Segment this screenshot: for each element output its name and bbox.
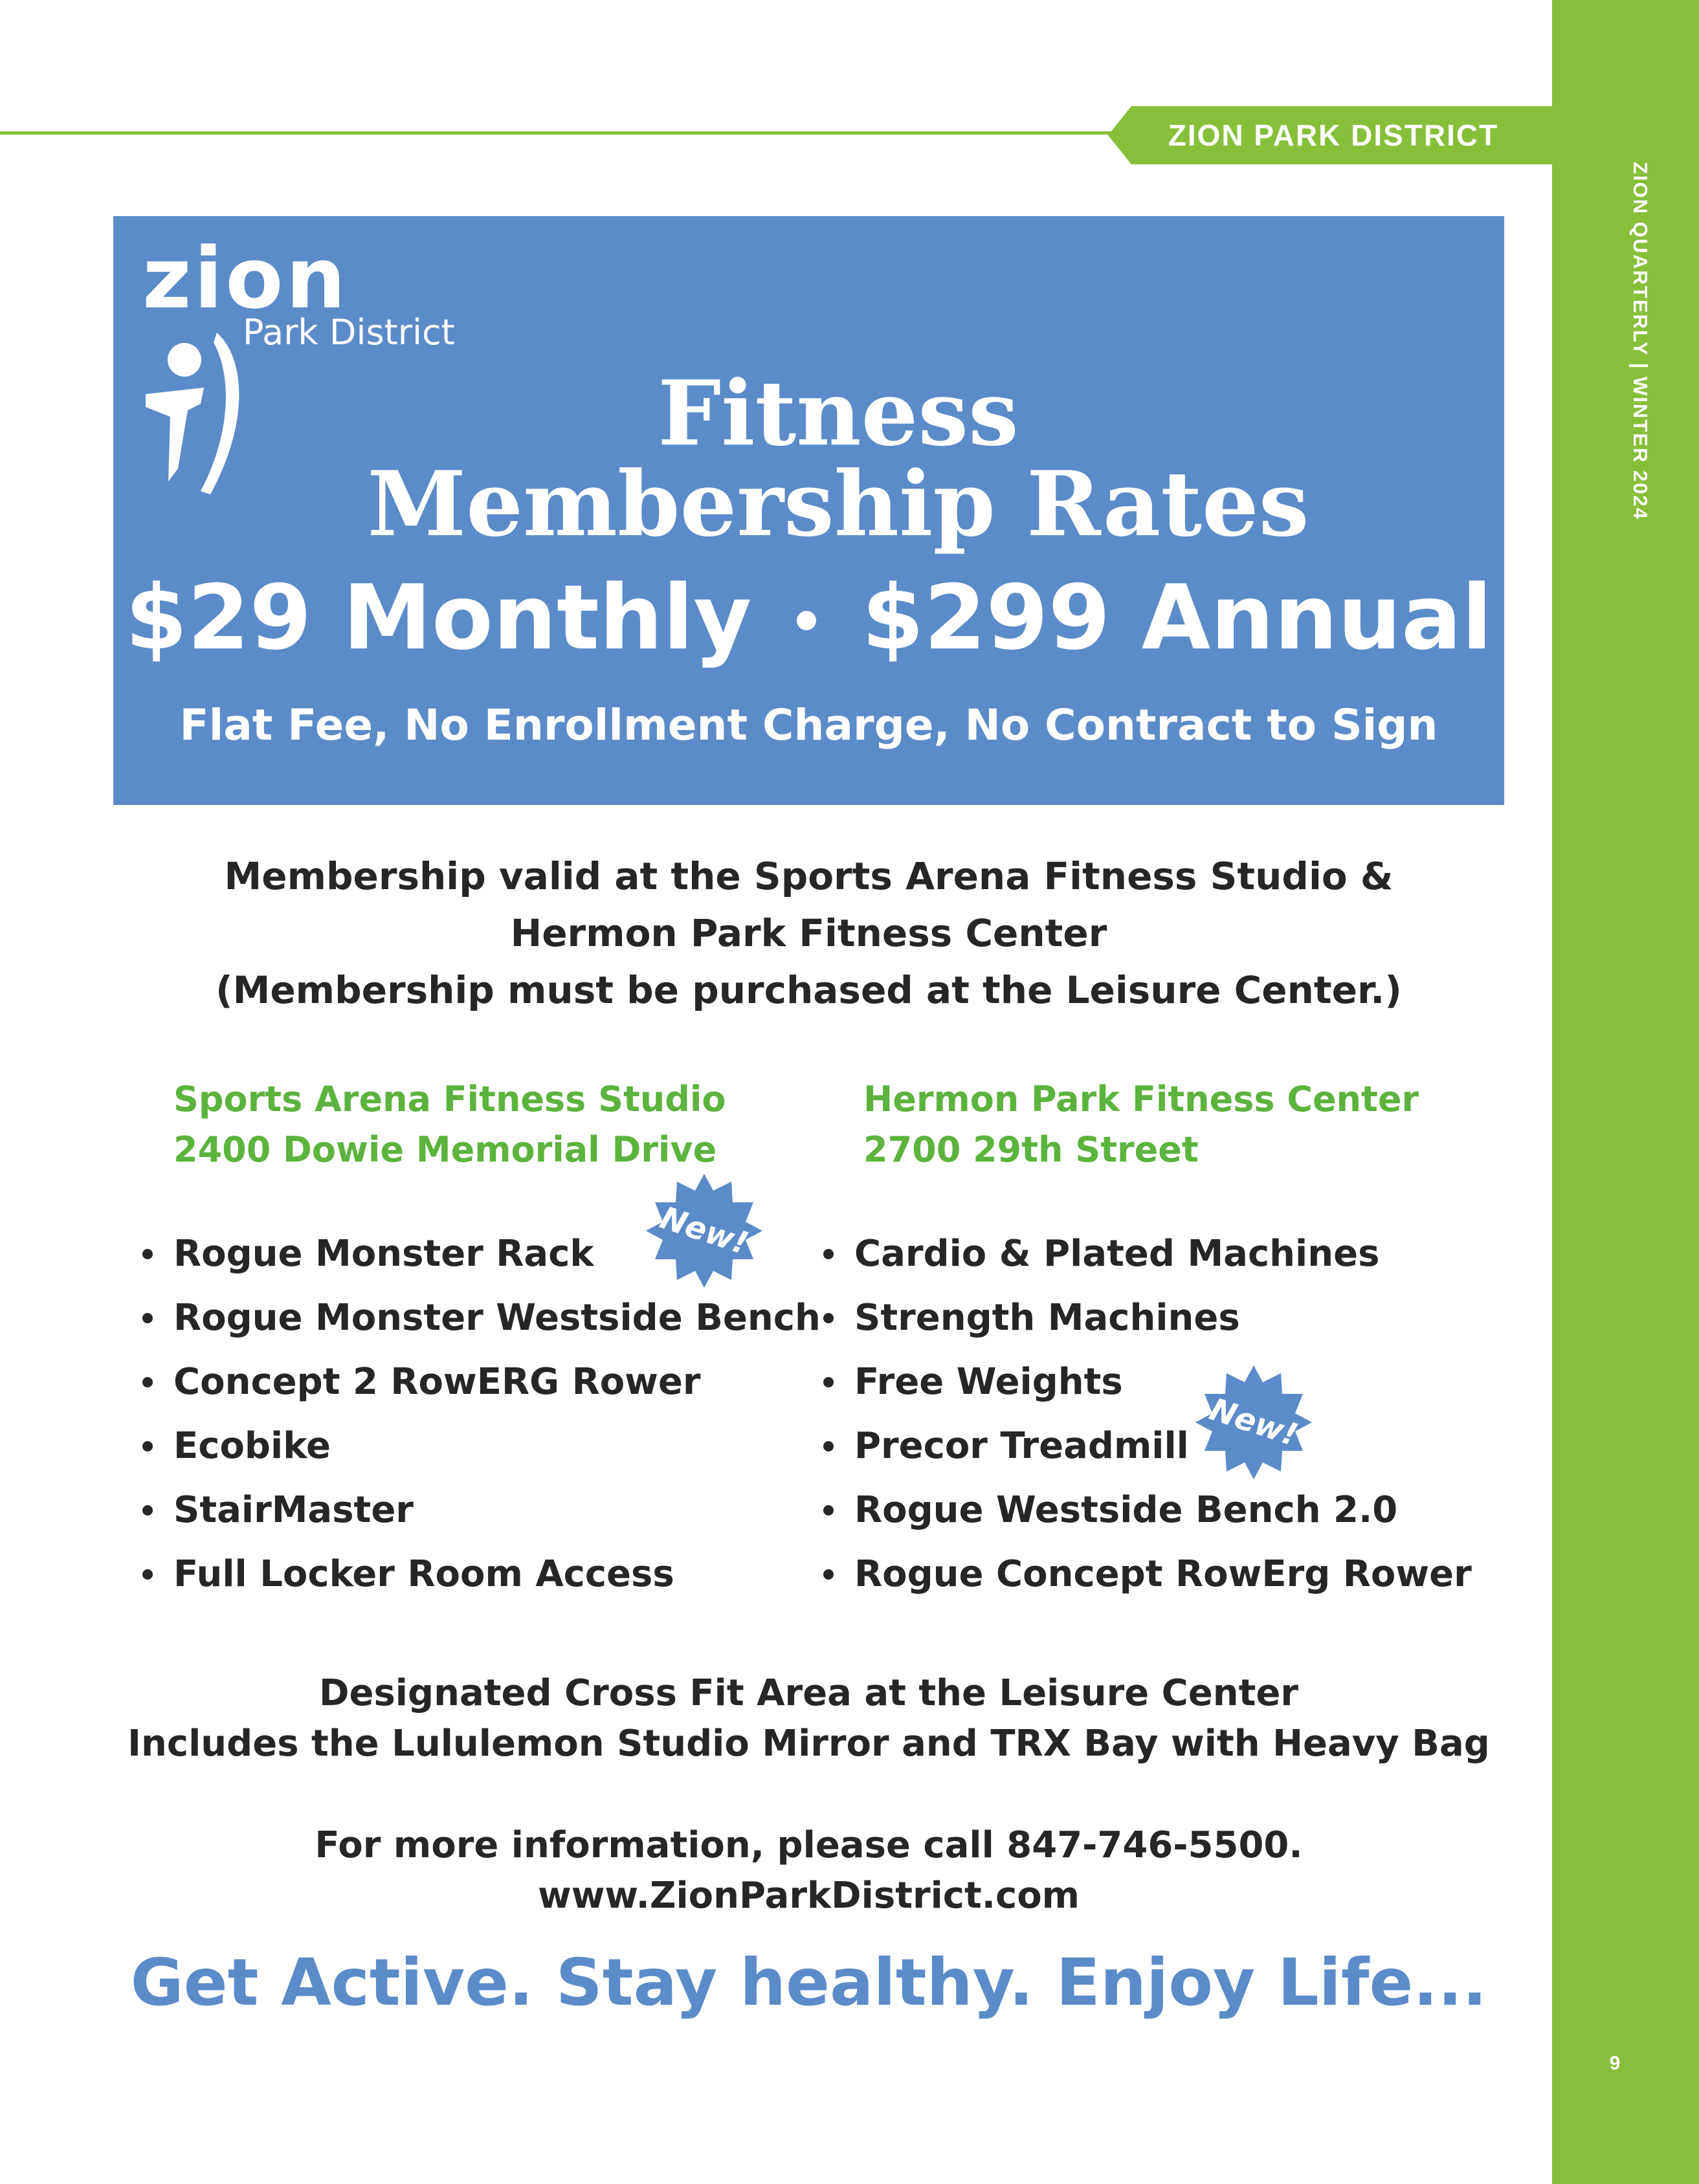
list-item: Rogue Monster Westside Bench xyxy=(137,1286,821,1350)
sports-arena-heading xyxy=(173,1074,726,1175)
membership-validity xyxy=(113,848,1504,1019)
list-item: StairMaster xyxy=(137,1478,821,1542)
list-item: Rogue Concept RowErg Rower xyxy=(818,1542,1472,1606)
hermon-park-address: 2700 29th Street xyxy=(863,1129,1199,1170)
banner-prices xyxy=(113,566,1504,670)
rates-banner xyxy=(113,216,1504,805)
sports-arena-name: Sports Arena Fitness Studio xyxy=(173,1079,726,1120)
list-item: Precor Treadmill xyxy=(818,1414,1472,1478)
banner-title-line2: Membership Rates xyxy=(367,451,1309,557)
validity-line1: Membership valid at the Sports Arena Fitness Studio & xyxy=(224,854,1394,898)
hermon-park-heading xyxy=(863,1074,1419,1175)
list-item: Concept 2 RowERG Rower xyxy=(137,1350,821,1414)
logo-subtitle: Park District xyxy=(243,312,455,353)
sports-arena-address: 2400 Dowie Memorial Drive xyxy=(173,1129,717,1170)
logo-wordmark: zion xyxy=(142,229,349,327)
list-item: Ecobike xyxy=(137,1414,821,1478)
page-number: 9 xyxy=(1609,2053,1621,2074)
header-tag-label: ZION PARK DISTRICT xyxy=(1168,118,1499,152)
new-badge xyxy=(646,1173,762,1289)
price-monthly: $29 Monthly xyxy=(125,566,752,670)
website-link[interactable]: www.ZionParkDistrict.com xyxy=(537,1875,1080,1917)
crossfit-line2: Includes the Lululemon Studio Mirror and TRX Bay with Heavy Bag xyxy=(128,1723,1490,1765)
new-badge-label: New! xyxy=(656,1199,753,1263)
validity-line2: Hermon Park Fitness Center xyxy=(510,911,1107,955)
bullet-dot xyxy=(797,611,816,630)
crossfit-note xyxy=(113,1668,1504,1769)
slogan: Get Active. Stay healthy. Enjoy Life... xyxy=(130,1945,1487,2020)
sidebar xyxy=(1552,0,1699,2184)
header-rule xyxy=(0,131,1139,135)
list-item: Rogue Westside Bench 2.0 xyxy=(818,1478,1472,1542)
hermon-park-name: Hermon Park Fitness Center xyxy=(863,1079,1419,1120)
new-badge-label: New! xyxy=(1205,1391,1302,1454)
validity-line3: (Membership must be purchased at the Leisure Center.) xyxy=(216,968,1402,1012)
issue-label: ZION QUARTERLY | WINTER 2024 xyxy=(1629,162,1652,520)
crossfit-line1: Designated Cross Fit Area at the Leisure Center xyxy=(319,1672,1298,1714)
list-item: Full Locker Room Access xyxy=(137,1542,821,1606)
list-item: Rogue Monster Rack xyxy=(137,1222,821,1286)
banner-title xyxy=(223,360,1453,557)
list-item: Free Weights xyxy=(818,1350,1472,1414)
banner-title-line1: Fitness xyxy=(658,360,1019,466)
contact-info xyxy=(113,1820,1504,1921)
list-item: Cardio & Plated Machines xyxy=(818,1222,1472,1286)
hermon-park-list xyxy=(818,1222,1472,1606)
phone-line: For more information, please call 847-746-5500. xyxy=(315,1824,1303,1866)
banner-note: Flat Fee, No Enrollment Charge, No Contract to Sign xyxy=(179,700,1438,750)
price-annual: $299 Annual xyxy=(861,566,1493,670)
new-badge xyxy=(1195,1364,1312,1481)
list-item: Strength Machines xyxy=(818,1286,1472,1350)
